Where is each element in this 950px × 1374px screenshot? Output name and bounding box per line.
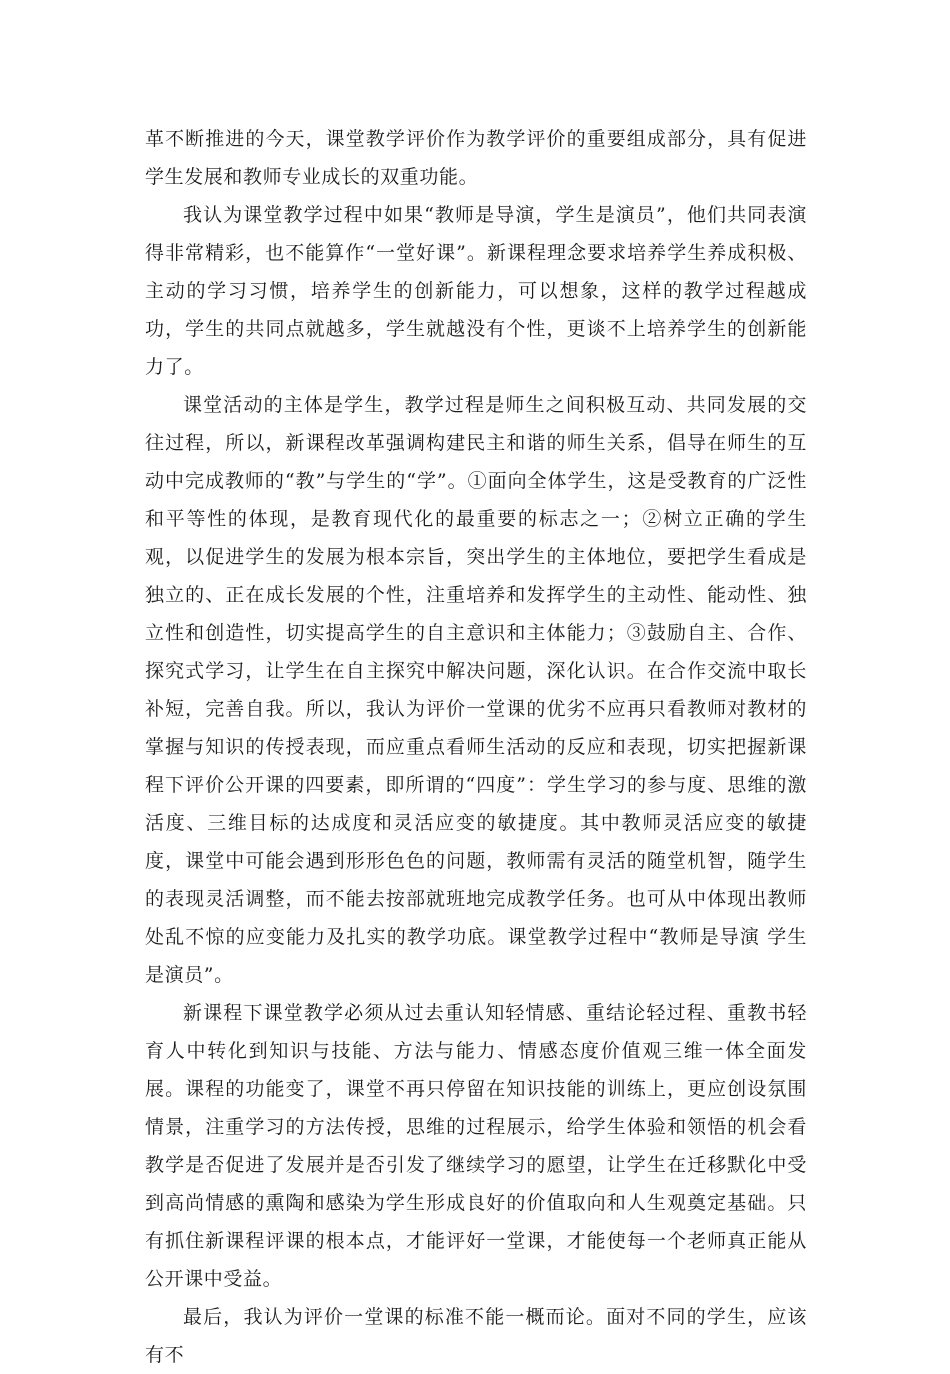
paragraph-4: 新课程下课堂教学必须从过去重认知轻情感、重结论轻过程、重教书轻育人中转化到知识与技能、方法与能力、情感态度价值观三维一体全面发展。课程的功能变了，课堂不再只停留在知识技能的训练上，更应创设氛围情景，注重学习的方法传授，思维的过程展示，给学生体验和领悟的机会看教学是否促进了发展并是否引发了继续学习的愿望，让学生在迁移默化中受到高尚情感的熏陶和感染为学生形成良好的价值取向和人生观奠定基础。只有抓住新课程评课的根本点，才能评好一堂课，才能使每一个老师真正能从公开课中受益。 bbox=[145, 1002, 807, 1290]
paragraph-1: 革不断推进的今天，课堂教学评价作为教学评价的重要组成部分，具有促进学生发展和教师专业成长的双重功能。 bbox=[145, 128, 807, 188]
document-body bbox=[145, 120, 807, 1374]
paragraph-2: 我认为课堂教学过程中如果“教师是导演，学生是演员”，他们共同表演得非常精彩，也不能算作“一堂好课”。新课程理念要求培养学生养成积极、主动的学习习惯，培养学生的创新能力，可以想象，这样的教学过程越成功，学生的共同点就越多，学生就越没有个性，更谈不上培养学生的创新能力了。 bbox=[145, 204, 807, 378]
paragraph-5: 最后，我认为评价一堂课的标准不能一概而论。面对不同的学生，应该有不 bbox=[145, 1306, 807, 1366]
paragraph-3: 课堂活动的主体是学生，教学过程是师生之间积极互动、共同发展的交往过程，所以，新课程改革强调构建民主和谐的师生关系，倡导在师生的互动中完成教师的“教”与学生的“学”。①面向全体学生，这是受教育的广泛性和平等性的体现，是教育现代化的最重要的标志之一；②树立正确的学生观，以促进学生的发展为根本宗旨，突出学生的主体地位，要把学生看成是独立的、正在成长发展的个性，注重培养和发挥学生的主动性、能动性、独立性和创造性，切实提高学生的自主意识和主体能力；③鼓励自主、合作、探究式学习，让学生在自主探究中解决问题，深化认识。在合作交流中取长补短，完善自我。所以，我认为评价一堂课的优劣不应再只看教师对教材的掌握与知识的传授表现，而应重点看师生活动的反应和表现，切实把握新课程下评价公开课的四要素，即所谓的“四度”：学生学习的参与度、思维的激活度、三维目标的达成度和灵活应变的敏捷度。其中教师灵活应变的敏捷度，课堂中可能会遇到形形色色的问题，教师需有灵活的随堂机智，随学生的表现灵活调整，而不能去按部就班地完成教学任务。也可从中体现出教师处乱不惊的应变能力及扎实的教学功底。课堂教学过程中“教师是导演 学生是演员”。 bbox=[145, 394, 807, 986]
